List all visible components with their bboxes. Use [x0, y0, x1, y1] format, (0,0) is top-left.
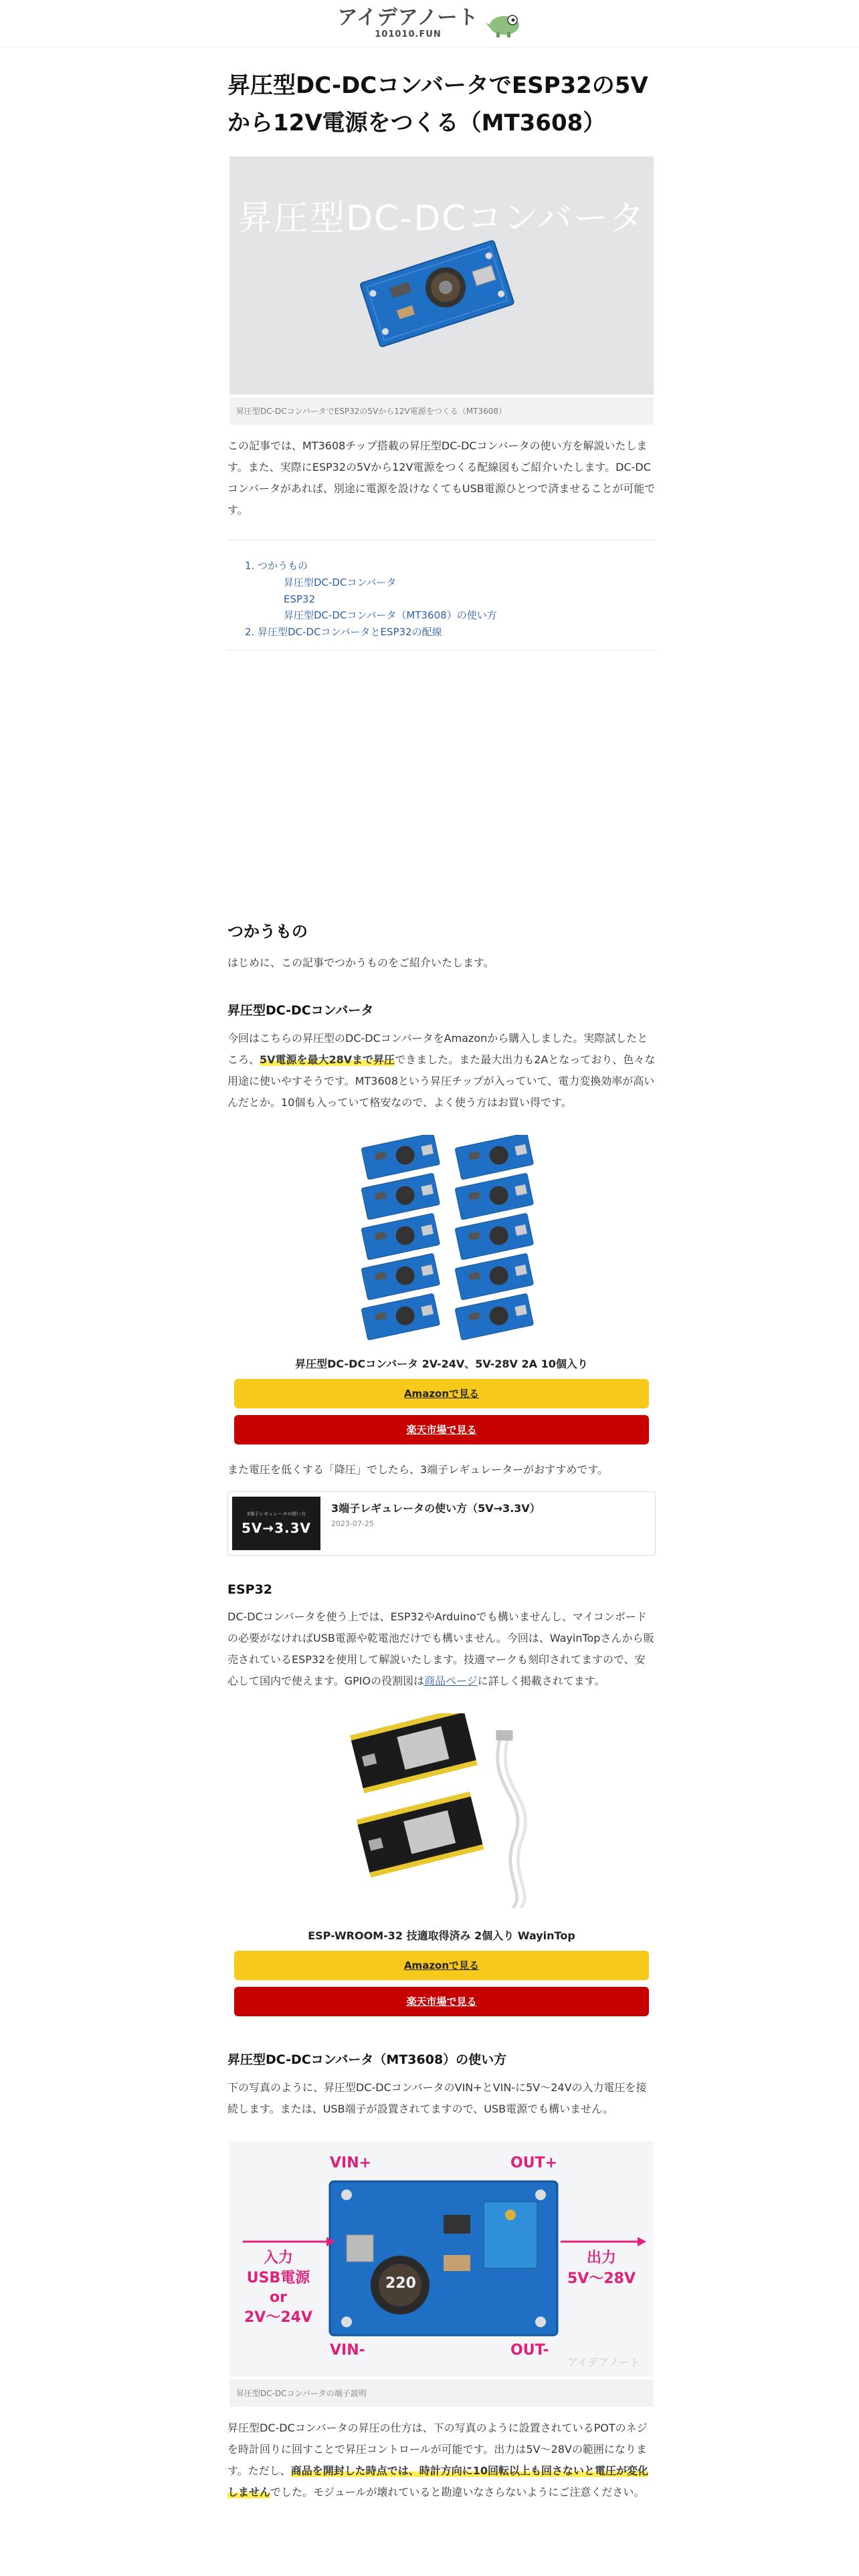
intro-paragraph: この記事では、MT3608チップ搭載の昇圧型DC-DCコンバータの使い方を解説いたします。また、実際にESP32の5Vから12V電源をつくる配線図もご紹介いたします。DC-DCコンバータがあれば、別途に電源を設けなくてもUSB電源ひとつで済ませることが可能です。 — [227, 439, 656, 517]
toc-link[interactable]: ESP32 — [284, 593, 316, 605]
toc-link[interactable]: 昇圧型DC-DCコンバータ（MT3608）の使い方 — [284, 609, 497, 622]
watermark: アイデアノート — [567, 2355, 640, 2369]
out-plus-label: OUT+ — [510, 2154, 558, 2171]
toc-item-1-1 — [245, 574, 642, 591]
section-intro: はじめに、この記事でつかうものをご紹介いたします。 — [227, 956, 494, 969]
product-page-link[interactable]: 商品ページ — [424, 1674, 478, 1687]
hero-image — [229, 156, 654, 395]
article-title: 昇圧型DC-DCコンバータでESP32の5Vから12V電源をつくる（MT3608） — [227, 72, 648, 137]
amazon-button[interactable]: Amazonで見る — [234, 1379, 649, 1408]
toc-link[interactable]: 昇圧型DC-DCコンバータ — [284, 576, 397, 588]
converter-board-thumb — [455, 1135, 534, 1180]
regulator-note: また電圧を低くする「降圧」でしたら、3端子レギュレーターがおすすめです。 — [227, 1463, 609, 1476]
usage-paragraph: 下の写真のように、昇圧型DC-DCコンバータのVIN+とVIN-に5V～24Vの入力電圧を接続します。または、USB端子が設置されてますので、USB電源でも構いません。 — [227, 2080, 647, 2115]
inductor-label: 220 — [385, 2274, 416, 2292]
converter-board-thumb — [455, 1173, 534, 1220]
site-header — [0, 0, 859, 47]
table-of-contents — [227, 540, 656, 651]
rakuten-button[interactable]: 楽天市場で見る — [234, 1987, 649, 2016]
product-image-converter-pack[interactable] — [341, 1135, 542, 1349]
ad-space — [227, 651, 656, 918]
usage-paragraph-2: 昇圧型DC-DCコンバータの昇圧の仕方は、下の写真のように設置されているPOTのネジを時計回りに回すことで昇圧コントロールが可能です。出力は5V～28Vの範囲になります。ただし、商品を開封した時点では、時計方向に10回転以上も回さないと電圧が変化しませんでした。モジュールが壊れていると勘違いなさらないようにご注意ください。 — [227, 2421, 649, 2498]
converter-board-thumb — [455, 1213, 534, 1260]
vin-plus-label: VIN+ — [330, 2154, 372, 2171]
related-article-date: 2023-07-25 — [331, 1519, 374, 1528]
product-box-esp32 — [227, 1713, 656, 2016]
related-article-title: 3端子レギュレータの使い方（5V→3.3V） — [331, 1501, 541, 1515]
highlight-text: 時計方向に10回転以上も回さないと電圧が変化しません — [227, 2464, 649, 2498]
article-container — [227, 67, 656, 2514]
output-voltage-label: 出力 5V～28V — [567, 2249, 636, 2287]
logo-subtitle: 101010.FUN — [375, 29, 442, 39]
toc-item-1 — [245, 558, 642, 574]
product-name: ESP-WROOM-32 技適取得済み 2個入り WayinTop — [308, 1929, 575, 1942]
converter-board-illustration — [229, 156, 654, 395]
converter-board-thumb — [361, 1173, 440, 1220]
converter-board-thumb — [361, 1135, 440, 1180]
converter-board-thumb — [455, 1293, 534, 1340]
esp32-paragraph: DC-DCコンバータを使う上では、ESP32やArduinoでも構いませんし、マイコンボードの必要がなければUSB電源や乾電池だけでも構いません。今回は、WayinTopさんから販売されているESP32を使用して解説いたします。技適マークも刻印されてますので、安心して国内で使えます。GPIOの役割図は商品ページに詳しく掲載されてます。 — [227, 1610, 654, 1687]
highlight-text: 商品を開封した時点では、 — [290, 2464, 419, 2477]
converter-paragraph: 今回はこちらの昇圧型のDC-DCコンバータをAmazonから購入しました。実際試したところ、5V電源を最大28Vまで昇圧できました。また最大出力も2Aとなっており、色々な用途に使いやすそうです。MT3608という昇圧チップが入っていて、電力変換効率が高いんだとか。10個も入っていて格安なので、よく使う方はお買い得です。 — [227, 1031, 656, 1109]
toc-item-1-3 — [245, 607, 642, 624]
product-box-converter — [227, 1135, 656, 1444]
toc-link[interactable]: 1. つかうもの — [245, 560, 308, 572]
subsection-heading-usage: 昇圧型DC-DCコンバータ（MT3608）の使い方 — [227, 2052, 507, 2067]
toc-item-2 — [245, 624, 642, 641]
converter-board-thumb — [455, 1253, 534, 1300]
amazon-button[interactable]: Amazonで見る — [234, 1951, 649, 1980]
hero-caption: 昇圧型DC-DCコンバータでESP32の5Vから12V電源をつくる（MT3608） — [229, 397, 654, 425]
product-name: 昇圧型DC-DCコンバータ 2V-24V、5V-28V 2A 10個入り — [295, 1357, 588, 1370]
input-voltage-label: 入力 USB電源 or 2V～24V — [244, 2249, 312, 2326]
converter-board-thumb — [361, 1253, 440, 1300]
subsection-heading-converter: 昇圧型DC-DCコンバータ — [227, 1002, 374, 1018]
hero-image-text: 昇圧型DC-DCコンバータ — [237, 199, 646, 239]
logo-title: アイデアノート — [337, 6, 479, 29]
related-article-card[interactable] — [227, 1491, 656, 1555]
converter-board-thumb — [361, 1213, 440, 1260]
mascot-icon — [484, 8, 522, 39]
out-minus-label: OUT- — [510, 2341, 549, 2359]
highlight-text: 5V電源を最大28Vまで昇圧 — [260, 1053, 395, 1066]
terminal-diagram — [229, 2141, 654, 2377]
toc-link[interactable]: 2. 昇圧型DC-DCコンバータとESP32の配線 — [245, 626, 442, 639]
toc-item-1-2 — [245, 591, 642, 608]
section-heading-tsukaumono: つかうもの — [227, 922, 308, 941]
subsection-heading-esp32: ESP32 — [227, 1582, 273, 1597]
product-image-esp32[interactable] — [335, 1713, 549, 1921]
converter-board-thumb — [361, 1293, 440, 1340]
site-logo[interactable] — [338, 8, 522, 39]
rakuten-button[interactable]: 楽天市場で見る — [234, 1415, 649, 1444]
related-article-thumbnail: 3端子レギュレータの使い方 5V→3.3V — [232, 1497, 320, 1550]
vin-minus-label: VIN- — [330, 2341, 365, 2359]
diagram-caption: 昇圧型DC-DCコンバータの端子説明 — [229, 2379, 654, 2407]
